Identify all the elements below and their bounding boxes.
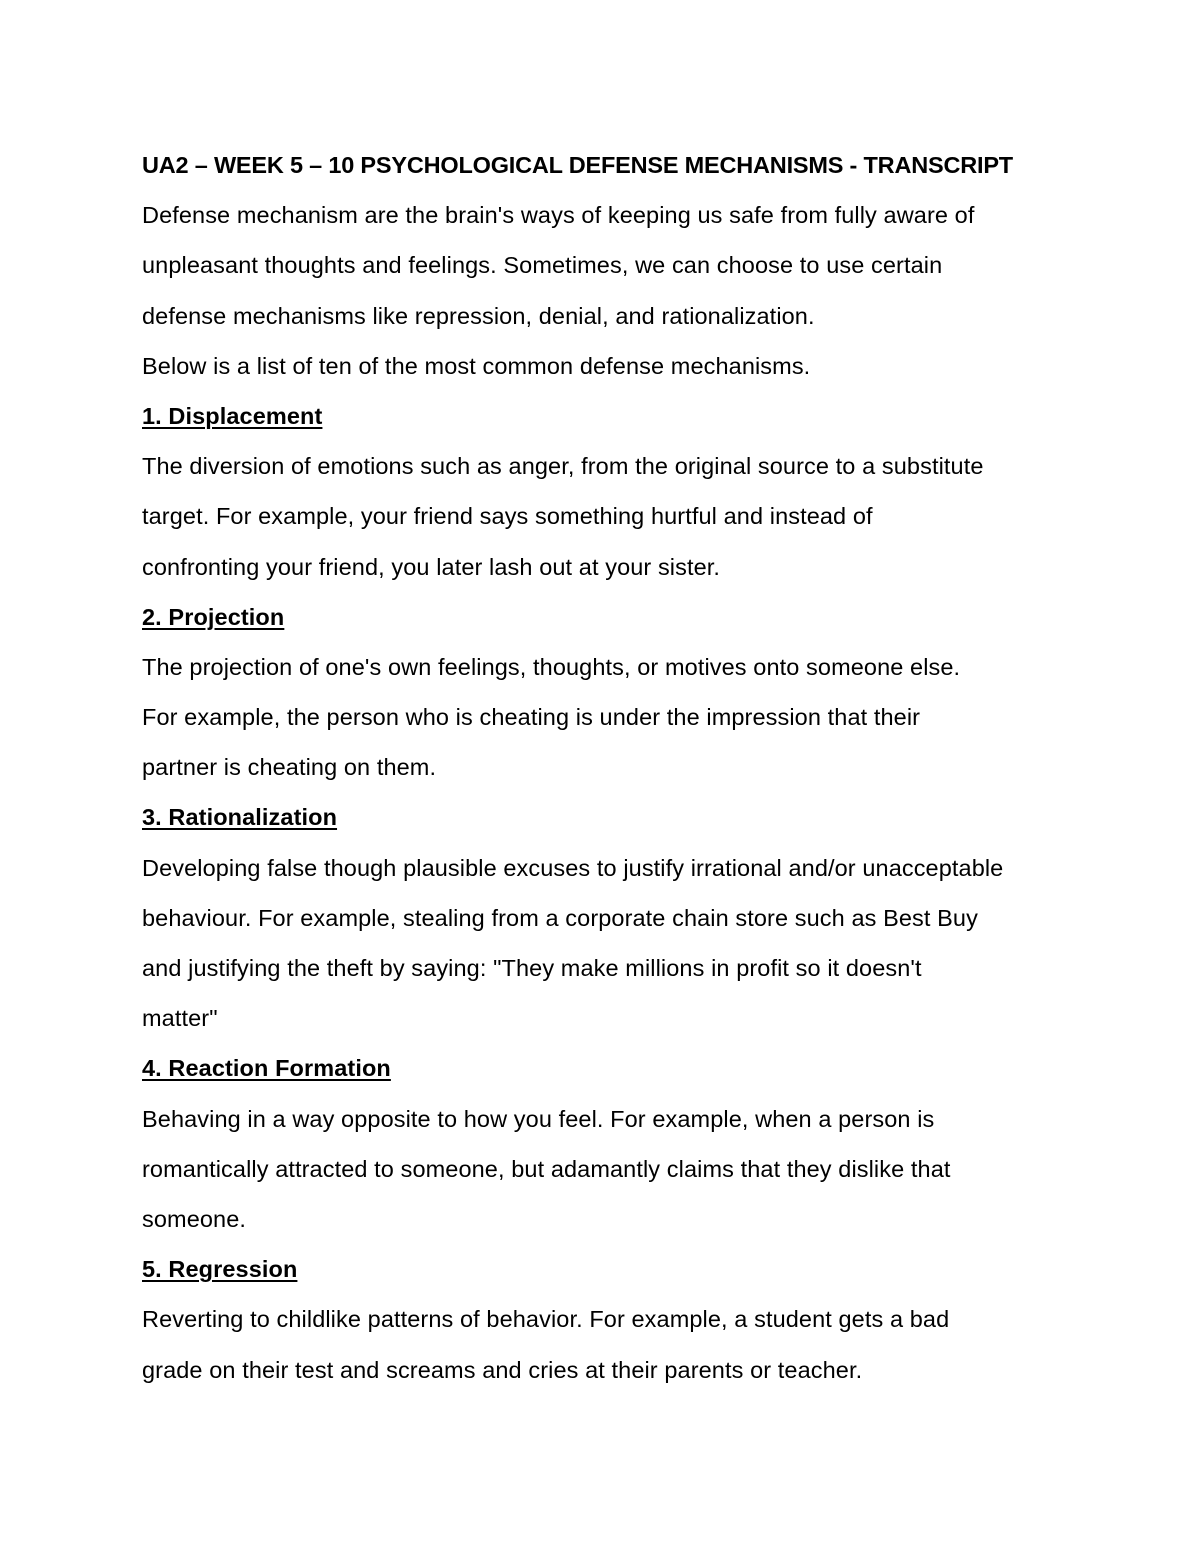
section-heading: 4. Reaction Formation bbox=[142, 1055, 391, 1082]
section-line: The diversion of emotions such as anger, from the original source to a substitute bbox=[142, 453, 984, 480]
section-line: Developing false though plausible excuses to justify irrational and/or unacceptable bbox=[142, 854, 1004, 881]
section-reaction-formation bbox=[142, 1043, 1072, 1244]
section-heading: 3. Rationalization bbox=[142, 804, 338, 831]
section-heading: 1. Displacement bbox=[142, 402, 323, 429]
section-heading: 2. Projection bbox=[142, 603, 285, 630]
section-line: partner is cheating on them. bbox=[142, 754, 437, 781]
section-line: For example, the person who is cheating is under the impression that their bbox=[142, 704, 921, 731]
intro-line: defense mechanisms like repression, denial, and rationalization. bbox=[142, 302, 815, 329]
section-displacement bbox=[142, 391, 1072, 592]
section-line: Reverting to childlike patterns of behavior. For example, a student gets a bad bbox=[142, 1306, 950, 1333]
intro-paragraph bbox=[142, 190, 1072, 391]
section-line: matter" bbox=[142, 1005, 218, 1032]
section-line: grade on their test and screams and cries at their parents or teacher. bbox=[142, 1356, 863, 1383]
document-title: UA2 – WEEK 5 – 10 PSYCHOLOGICAL DEFENSE MECHANISMS - TRANSCRIPT bbox=[142, 152, 1013, 178]
document-body bbox=[142, 140, 1072, 1395]
section-projection bbox=[142, 592, 1072, 793]
section-line: The projection of one's own feelings, thoughts, or motives onto someone else. bbox=[142, 653, 961, 680]
section-line: target. For example, your friend says something hurtful and instead of bbox=[142, 503, 873, 530]
section-line: someone. bbox=[142, 1205, 247, 1232]
section-rationalization bbox=[142, 792, 1072, 1043]
intro-line: unpleasant thoughts and feelings. Sometimes, we can choose to use certain bbox=[142, 252, 943, 279]
section-line: and justifying the theft by saying: "They make millions in profit so it doesn't bbox=[142, 955, 922, 981]
section-line: confronting your friend, you later lash out at your sister. bbox=[142, 553, 721, 580]
intro-line: Below is a list of ten of the most common defense mechanisms. bbox=[142, 352, 811, 379]
section-line: behaviour. For example, stealing from a corporate chain store such as Best Buy bbox=[142, 904, 978, 931]
intro-line: Defense mechanism are the brain's ways of keeping us safe from fully aware of bbox=[142, 202, 975, 229]
section-line: Behaving in a way opposite to how you feel. For example, when a person is bbox=[142, 1105, 935, 1132]
section-line: romantically attracted to someone, but adamantly claims that they dislike that bbox=[142, 1155, 951, 1182]
section-heading: 5. Regression bbox=[142, 1256, 298, 1283]
section-regression bbox=[142, 1244, 1072, 1395]
